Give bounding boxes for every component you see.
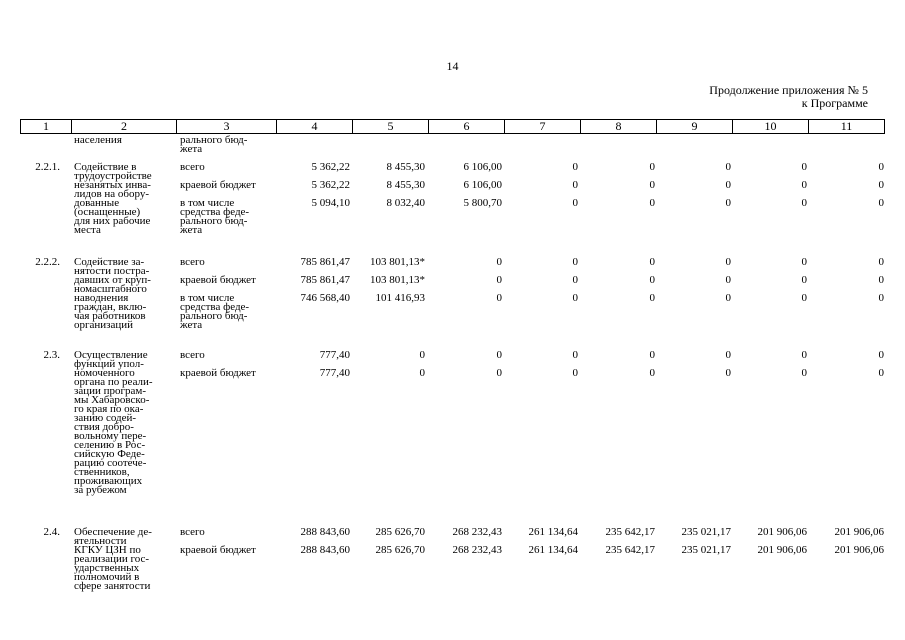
row-name: Содействие в трудоустройстве незанятых инва- лидов на обору- дованные (оснащенные) для них рабочие места: [74, 161, 152, 236]
row-value-col9: 0: [725, 367, 731, 379]
row-value-col6: 5 800,70: [463, 197, 502, 209]
row-value-col10: 0: [801, 367, 807, 379]
row-value-col4: 746 568,40: [300, 292, 350, 304]
row-value-col8: 0: [649, 179, 655, 191]
column-header-row: [20, 119, 885, 134]
row-fund-type: краевой бюджет: [180, 179, 256, 191]
row-id: 2.3.: [43, 349, 60, 361]
row-value-col4: 785 861,47: [300, 274, 350, 286]
col-header-7: 7: [505, 120, 581, 134]
row-value-col6: 6 106,00: [463, 161, 502, 173]
row-fund-type: всего: [180, 161, 205, 173]
row-value-col4: 785 861,47: [300, 256, 350, 268]
row-value-col6: 0: [496, 256, 502, 268]
row-value-col7: 0: [572, 274, 578, 286]
row-fund-type: краевой бюджет: [180, 367, 256, 379]
row-value-col10: 0: [801, 256, 807, 268]
row-value-col11: 201 906,06: [834, 526, 884, 538]
row-value-col4: 288 843,60: [300, 544, 350, 556]
row-value-col6: 0: [496, 274, 502, 286]
row-value-col8: 0: [649, 367, 655, 379]
row-value-col11: 0: [878, 274, 884, 286]
row-value-col9: 0: [725, 292, 731, 304]
row-value-col9: 0: [725, 161, 731, 173]
row-value-col5: 103 801,13*: [370, 256, 425, 268]
row-value-col5: 101 416,93: [375, 292, 425, 304]
row-value-col7: 0: [572, 256, 578, 268]
row-value-col7: 0: [572, 349, 578, 361]
row-fund-type: всего: [180, 256, 205, 268]
row-value-col10: 0: [801, 179, 807, 191]
row-value-col11: 0: [878, 179, 884, 191]
row-value-col4: 5 362,22: [311, 179, 350, 191]
row-fund-type: всего: [180, 526, 205, 538]
row-value-col11: 0: [878, 292, 884, 304]
appendix-note: [620, 84, 868, 110]
row-value-col9: 0: [725, 274, 731, 286]
row-value-col8: 0: [649, 274, 655, 286]
row-value-col11: 0: [878, 367, 884, 379]
row-value-col7: 261 134,64: [528, 544, 578, 556]
row-fund-type: в том числе средства феде- рального бюд- жета: [180, 197, 250, 236]
row-value-col10: 201 906,06: [757, 526, 807, 538]
row-value-col10: 0: [801, 197, 807, 209]
col-header-3: 3: [177, 120, 277, 134]
row-fund-type: краевой бюджет: [180, 544, 256, 556]
col-header-5: 5: [353, 120, 429, 134]
row-fund-type: в том числе средства феде- рального бюд- жета: [180, 292, 250, 331]
row-value-col6: 268 232,43: [452, 526, 502, 538]
row-value-col7: 261 134,64: [528, 526, 578, 538]
row-value-col10: 0: [801, 292, 807, 304]
row-name: Обеспечение де- ятельности КГКУ ЦЗН по реализации гос- ударственных полномочий в сфере занятости: [74, 526, 152, 592]
row-name: Осуществление функций упол- номоченного органа по реали- зации програм- мы Хабаровско- го края по ока- занию содей- ствия добро- вольному пере- селению в Рос- сийскую Феде- рацию соотече- ственников, проживающих за рубежом: [74, 349, 153, 496]
row-value-col10: 0: [801, 274, 807, 286]
continued-type: ральнoго бюд- жета: [180, 134, 248, 155]
row-value-col5: 8 455,30: [386, 161, 425, 173]
row-value-col8: 235 642,17: [605, 526, 655, 538]
row-value-col9: 0: [725, 179, 731, 191]
row-value-col5: 285 626,70: [375, 544, 425, 556]
row-value-col10: 201 906,06: [757, 544, 807, 556]
col-header-10: 10: [733, 120, 809, 134]
row-value-col6: 6 106,00: [463, 179, 502, 191]
row-value-col11: 0: [878, 161, 884, 173]
row-value-col7: 0: [572, 367, 578, 379]
row-value-col11: 0: [878, 197, 884, 209]
col-header-8: 8: [581, 120, 657, 134]
row-fund-type: краевой бюджет: [180, 274, 256, 286]
row-value-col6: 0: [496, 349, 502, 361]
col-header-11: 11: [809, 120, 885, 134]
row-value-col5: 8 032,40: [386, 197, 425, 209]
col-header-4: 4: [277, 120, 353, 134]
col-header-6: 6: [429, 120, 505, 134]
row-value-col9: 235 021,17: [681, 544, 731, 556]
row-value-col11: 0: [878, 256, 884, 268]
row-fund-type: всего: [180, 349, 205, 361]
row-value-col6: 0: [496, 367, 502, 379]
row-value-col6: 0: [496, 292, 502, 304]
row-value-col11: 201 906,06: [834, 544, 884, 556]
row-value-col5: 0: [419, 367, 425, 379]
row-value-col6: 268 232,43: [452, 544, 502, 556]
row-value-col8: 235 642,17: [605, 544, 655, 556]
row-value-col5: 285 626,70: [375, 526, 425, 538]
row-value-col5: 8 455,30: [386, 179, 425, 191]
row-value-col10: 0: [801, 349, 807, 361]
row-value-col9: 0: [725, 349, 731, 361]
row-value-col9: 235 021,17: [681, 526, 731, 538]
row-value-col9: 0: [725, 256, 731, 268]
col-header-1: 1: [21, 120, 72, 134]
row-id: 2.2.2.: [35, 256, 60, 268]
appendix-note-line2: к Программе: [801, 96, 868, 110]
row-value-col4: 288 843,60: [300, 526, 350, 538]
row-value-col10: 0: [801, 161, 807, 173]
row-value-col8: 0: [649, 197, 655, 209]
row-id: 2.4.: [43, 526, 60, 538]
continued-name: населения: [74, 134, 122, 146]
row-value-col8: 0: [649, 161, 655, 173]
row-value-col4: 777,40: [319, 349, 350, 361]
row-value-col9: 0: [725, 197, 731, 209]
row-name: Содействие за- нятости постра- давших от круп- номасштабного наводнения граждан, вклю- чая работников организаций: [74, 256, 151, 331]
row-value-col5: 0: [419, 349, 425, 361]
row-value-col8: 0: [649, 292, 655, 304]
appendix-note-line1: Продолжение приложения № 5: [709, 83, 868, 97]
row-value-col7: 0: [572, 197, 578, 209]
col-header-9: 9: [657, 120, 733, 134]
row-value-col7: 0: [572, 179, 578, 191]
row-value-col8: 0: [649, 349, 655, 361]
row-value-col4: 5 362,22: [311, 161, 350, 173]
row-value-col7: 0: [572, 292, 578, 304]
row-value-col5: 103 801,13*: [370, 274, 425, 286]
row-value-col4: 777,40: [319, 367, 350, 379]
row-value-col7: 0: [572, 161, 578, 173]
col-header-2: 2: [72, 120, 177, 134]
page-number: 14: [446, 59, 459, 73]
row-value-col8: 0: [649, 256, 655, 268]
row-value-col4: 5 094,10: [311, 197, 350, 209]
row-id: 2.2.1.: [35, 161, 60, 173]
row-value-col11: 0: [878, 349, 884, 361]
